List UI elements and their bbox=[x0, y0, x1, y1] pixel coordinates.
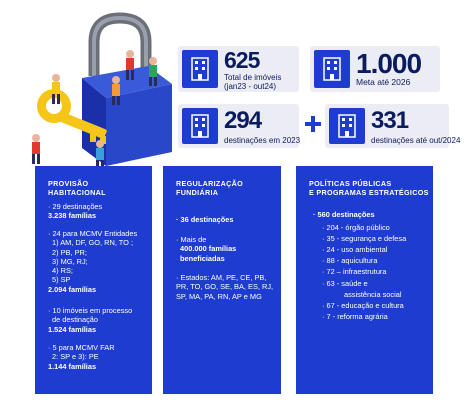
politicas-items-list bbox=[322, 222, 406, 322]
bullet-estados: · Estados: AM, PE, CE, PB, PR, TO, GO, SE, BA, ES, RJ, SP, MA, PA, RN, AP e MG bbox=[176, 273, 274, 301]
stat-meta-2026 bbox=[310, 46, 440, 92]
list-item: · 7 - reforma agrária bbox=[322, 311, 388, 321]
bullet-10-imoveis: · 10 imóveis em processo de destinação 1.524 famílias bbox=[48, 306, 133, 334]
list-item: · 204 - órgão público bbox=[322, 223, 390, 232]
padlock-key-illustration bbox=[8, 6, 178, 174]
building-icon bbox=[182, 108, 218, 144]
bullet-mcmv-far: · 5 para MCMV FAR 2: SP e 3): PE 1.144 famílias bbox=[48, 343, 115, 371]
list-item: · 88 - aquicultura bbox=[322, 256, 378, 266]
list-item: · 72 – infraestrutura bbox=[322, 267, 387, 277]
stat-caption: Meta até 2026 bbox=[356, 77, 411, 87]
plus-icon bbox=[305, 116, 321, 132]
list-item: assistência social bbox=[344, 289, 402, 299]
panel-regularizacao-fundiaria bbox=[163, 166, 281, 394]
stat-caption: Total de imóveis (jan23 - out24) bbox=[224, 73, 282, 92]
bullet-560-destinacoes: · 560 destinações bbox=[313, 210, 375, 219]
stat-value: 294 bbox=[224, 107, 262, 134]
panel-title: POLÍTICAS PÚBLICAS E PROGRAMAS ESTRATÉGICOS bbox=[309, 179, 429, 197]
stat-destinacoes-2023 bbox=[178, 104, 299, 148]
building-icon bbox=[182, 50, 218, 88]
building-icon bbox=[329, 108, 365, 144]
stat-caption: destinações até out/2024 bbox=[371, 136, 461, 145]
bullet-mcmv-entidades: · 24 para MCMV Entidades 1) AM, DF, GO, RN, TO ; 2) PB, PR; 3) MG, RJ; 4) RS; 5) SP 2.094 famílias bbox=[48, 229, 138, 294]
panel-provisao-habitacional bbox=[35, 166, 152, 394]
padlock-shackle bbox=[94, 18, 146, 76]
list-item: · 35 - segurança e defesa bbox=[322, 234, 407, 244]
bullet-400000-familias: · Mais de 400.000 famílias beneficiadas bbox=[176, 235, 237, 263]
panel-politicas-publicas bbox=[296, 166, 433, 394]
stat-value: 1.000 bbox=[356, 48, 422, 79]
list-item: · 24 - uso ambiental bbox=[322, 245, 388, 255]
person-figure bbox=[32, 134, 40, 164]
list-item: · 63 - saúde e bbox=[322, 278, 368, 288]
list-item: · 67 - educação e cultura bbox=[322, 300, 404, 310]
person-figure bbox=[96, 140, 104, 169]
stat-destinacoes-out2024 bbox=[325, 104, 461, 148]
stat-value: 331 bbox=[371, 107, 409, 134]
panel-title: REGULARIZAÇÃO FUNDIÁRIA bbox=[176, 179, 243, 197]
bullet-29-destinacoes: · 29 destinações 3.238 famílias bbox=[48, 202, 103, 221]
stat-total-imoveis bbox=[178, 46, 299, 92]
stat-value: 625 bbox=[224, 47, 260, 73]
building-icon bbox=[314, 50, 350, 88]
stat-caption: destinações em 2023 bbox=[224, 136, 301, 145]
panel-title: PROVISÃO HABITACIONAL bbox=[48, 179, 106, 197]
bullet-36-destinacoes: · 36 destinações bbox=[176, 215, 234, 224]
